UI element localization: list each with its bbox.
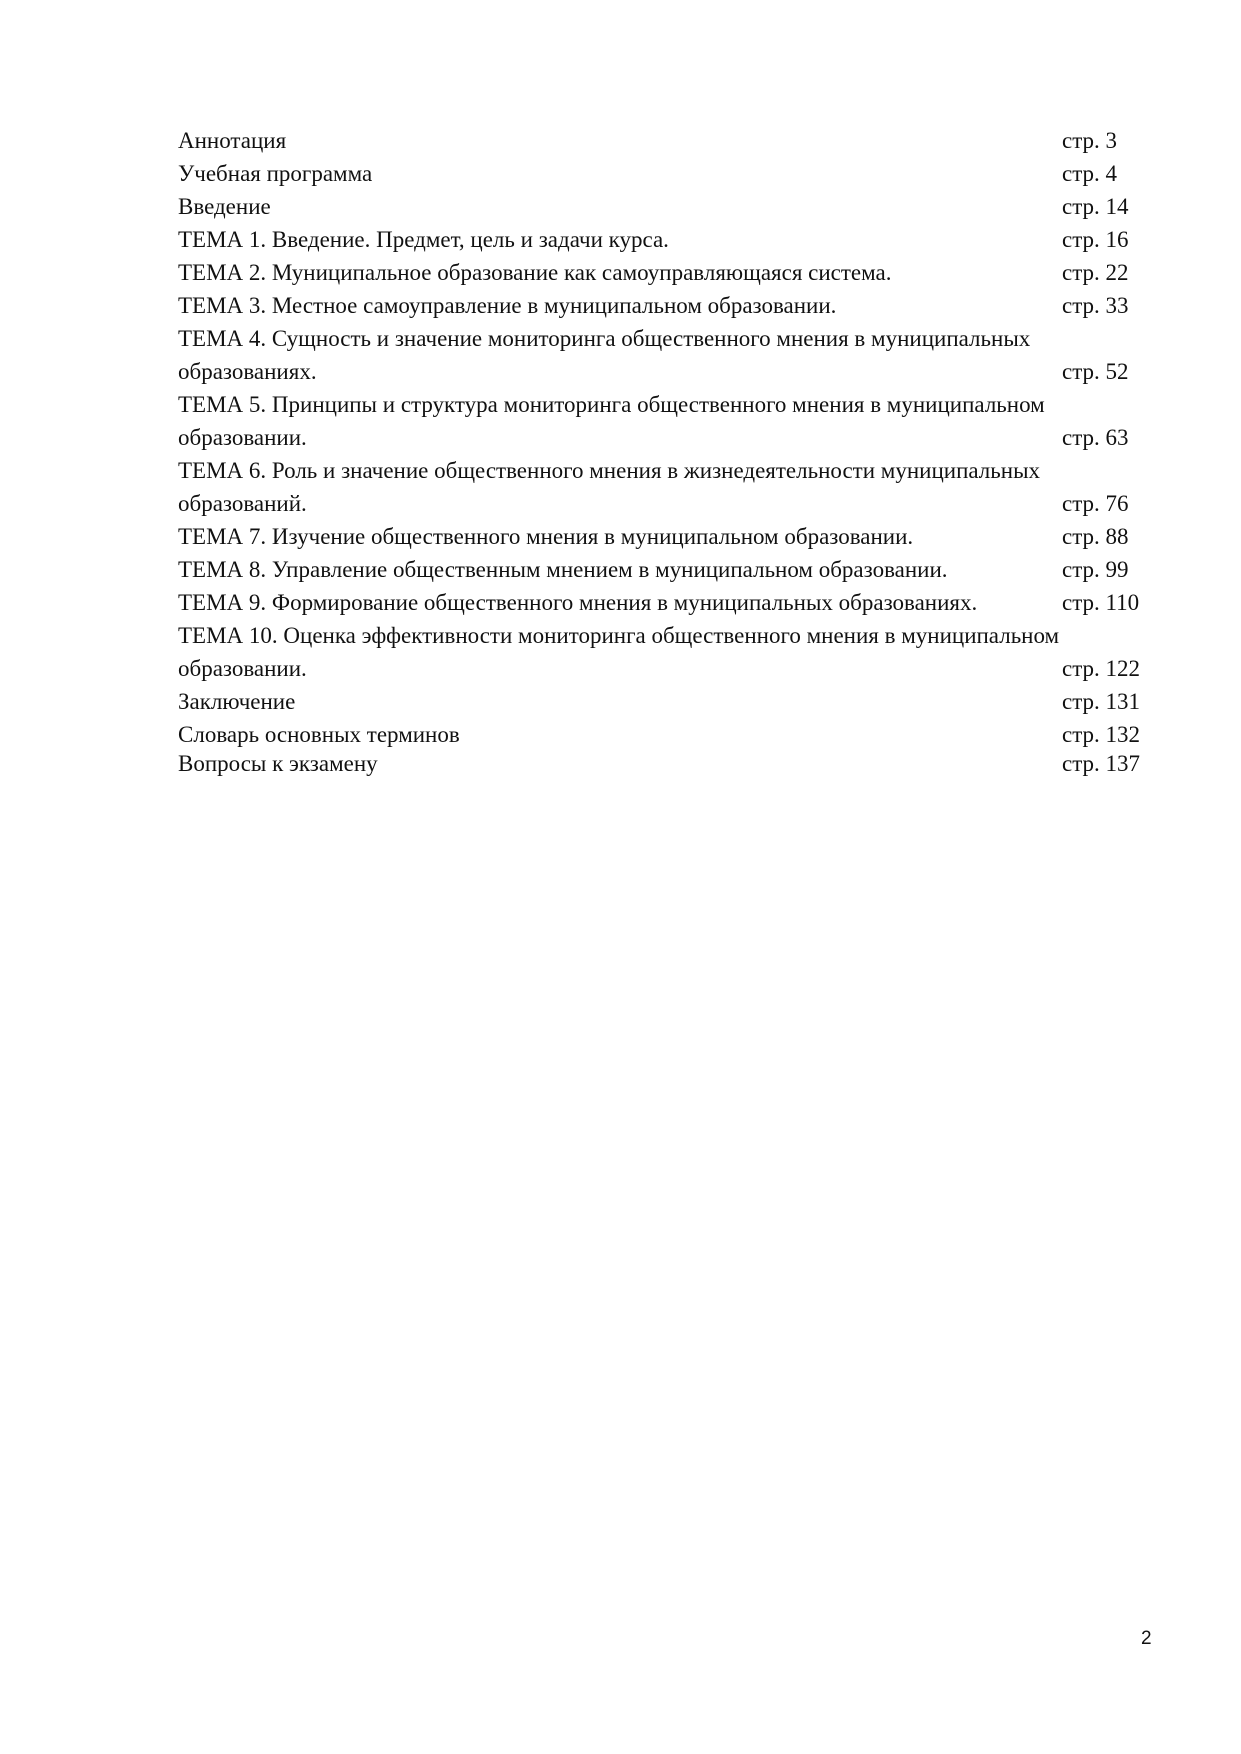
toc-entry-topic-2 xyxy=(0,256,1241,289)
toc-entry-topic-6 xyxy=(0,454,1241,487)
toc-entry-title: Аннотация xyxy=(178,128,287,153)
toc-entry-page: стр. 131 xyxy=(1062,689,1141,714)
toc-entry-page: стр. 99 xyxy=(1062,557,1129,582)
toc-entry-title: Учебная программа xyxy=(178,161,373,186)
toc-entry-topic-10-cont xyxy=(0,652,1241,685)
toc-entry-introduction xyxy=(0,190,1241,223)
toc-entry-title: ТЕМА 4. Сущность и значение мониторинга общественного мнения в муниципальных xyxy=(178,326,1031,351)
toc-entry-topic-6-cont xyxy=(0,487,1241,520)
toc-entry-title: Введение xyxy=(178,194,271,219)
toc-entry-annotation xyxy=(0,124,1241,157)
toc-entry-title: ТЕМА 8. Управление общественным мнением в муниципальном образовании. xyxy=(178,557,948,582)
toc-entry-title: ТЕМА 3. Местное самоуправление в муниципальном образовании. xyxy=(178,293,837,318)
toc-entry-topic-5 xyxy=(0,388,1241,421)
toc-entry-page: стр. 3 xyxy=(1062,128,1118,153)
toc-entry-glossary xyxy=(0,718,1241,747)
toc-entry-program xyxy=(0,157,1241,190)
toc-entry-page: стр. 76 xyxy=(1062,491,1129,516)
toc-entry-title-continuation: образований. xyxy=(178,491,307,516)
toc-entry-title-continuation: образованиях. xyxy=(178,359,317,384)
toc-entry-topic-1 xyxy=(0,223,1241,256)
toc-entry-topic-3 xyxy=(0,289,1241,322)
toc-entry-title: ТЕМА 10. Оценка эффективности мониторинга общественного мнения в муниципальном xyxy=(178,623,1060,648)
toc-entry-title: ТЕМА 1. Введение. Предмет, цель и задачи курса. xyxy=(178,227,669,252)
toc-entry-page: стр. 132 xyxy=(1062,722,1141,747)
toc-entry-title: Заключение xyxy=(178,689,296,714)
toc-entry-topic-7 xyxy=(0,520,1241,553)
toc-entry-title: ТЕМА 2. Муниципальное образование как самоуправляющаяся система. xyxy=(178,260,892,285)
table-of-contents xyxy=(0,124,1241,780)
toc-entry-page: стр. 4 xyxy=(1062,161,1118,186)
toc-entry-topic-9 xyxy=(0,586,1241,619)
toc-entry-page: стр. 22 xyxy=(1062,260,1129,285)
toc-entry-title-continuation: образовании. xyxy=(178,656,307,681)
toc-entry-title: ТЕМА 9. Формирование общественного мнения в муниципальных образованиях. xyxy=(178,590,978,615)
toc-entry-page: стр. 33 xyxy=(1062,293,1129,318)
toc-entry-topic-4-cont xyxy=(0,355,1241,388)
toc-entry-title: Словарь основных терминов xyxy=(178,722,460,747)
toc-entry-page: стр. 52 xyxy=(1062,359,1129,384)
toc-entry-page: стр. 16 xyxy=(1062,227,1129,252)
toc-entry-conclusion xyxy=(0,685,1241,718)
toc-entry-exam-questions xyxy=(0,747,1241,780)
toc-entry-page: стр. 14 xyxy=(1062,194,1129,219)
toc-entry-title: ТЕМА 6. Роль и значение общественного мнения в жизнедеятельности муниципальных xyxy=(178,458,1041,483)
toc-entry-title: ТЕМА 7. Изучение общественного мнения в муниципальном образовании. xyxy=(178,524,914,549)
toc-entry-page: стр. 110 xyxy=(1062,590,1140,615)
toc-entry-topic-10 xyxy=(0,619,1241,652)
toc-entry-title-continuation: образовании. xyxy=(178,425,307,450)
toc-entry-page: стр. 122 xyxy=(1062,656,1141,681)
toc-entry-page: стр. 137 xyxy=(1062,751,1141,776)
toc-entry-topic-5-cont xyxy=(0,421,1241,454)
toc-entry-topic-8 xyxy=(0,553,1241,586)
page-number: 2 xyxy=(1141,1628,1152,1649)
toc-entry-page: стр. 88 xyxy=(1062,524,1129,549)
toc-entry-page: стр. 63 xyxy=(1062,425,1129,450)
toc-entry-title: Вопросы к экзамену xyxy=(178,751,378,776)
toc-entry-title: ТЕМА 5. Принципы и структура мониторинга общественного мнения в муниципальном xyxy=(178,392,1045,417)
toc-entry-topic-4 xyxy=(0,322,1241,355)
